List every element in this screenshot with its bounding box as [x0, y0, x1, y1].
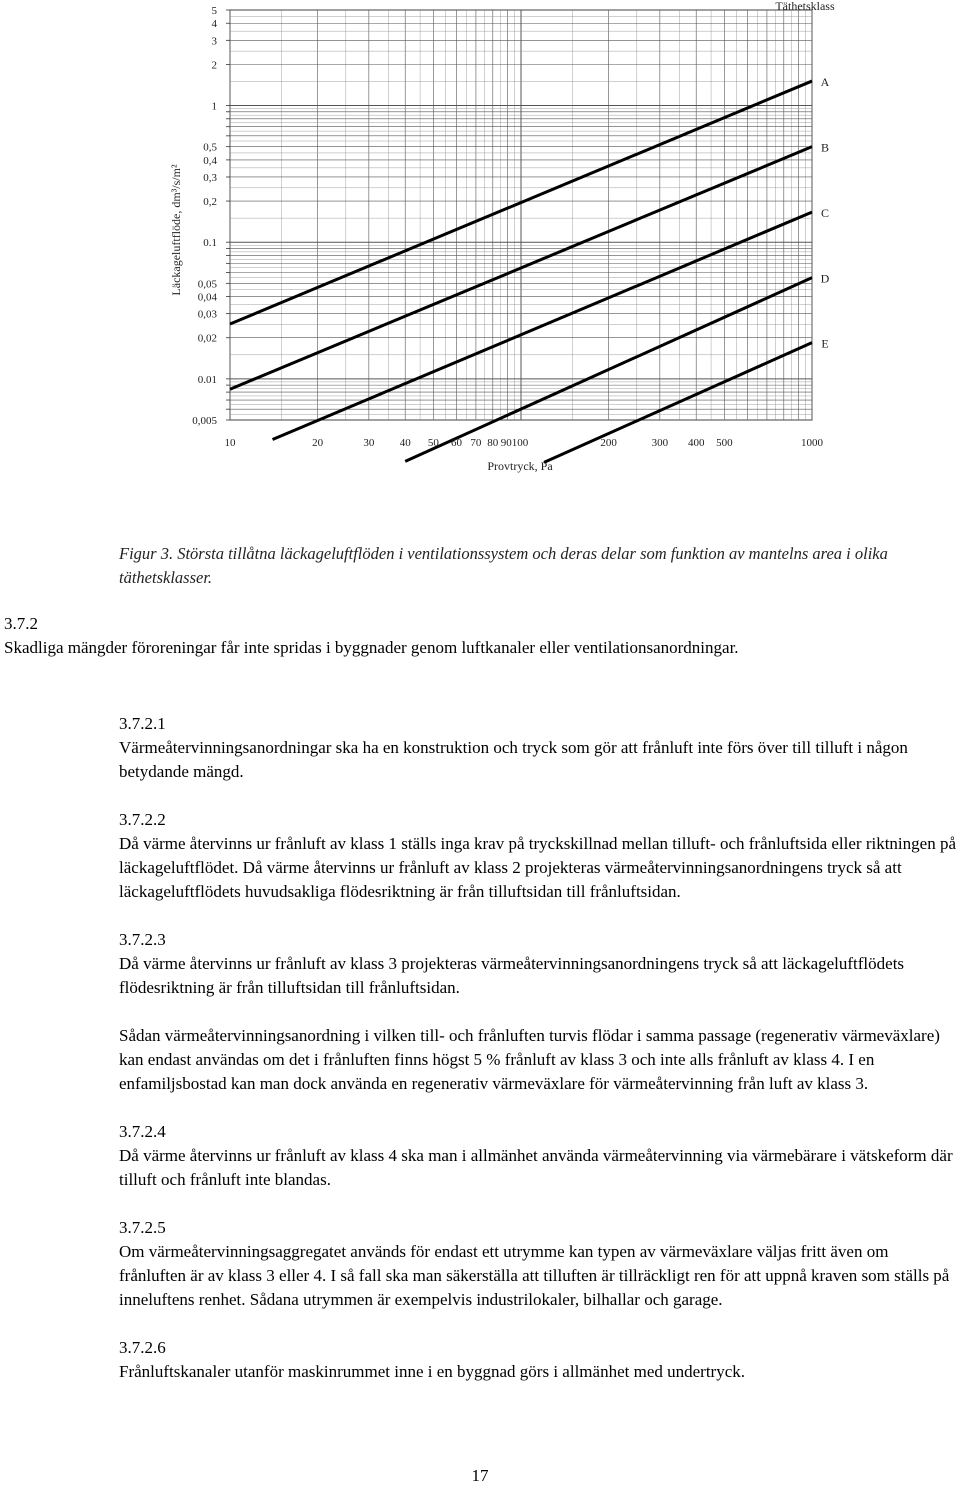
paragraph-number: 3.7.2.6	[119, 1338, 166, 1357]
y-tick-label: 0,4	[203, 154, 217, 167]
y-tick-label: 4	[211, 18, 217, 31]
leakage-chart	[0, 0, 960, 480]
section-3-7-2	[4, 612, 944, 660]
paragraph-number: 3.7.2.2	[119, 810, 166, 829]
y-tick-label: 0,04	[197, 291, 217, 304]
x-tick-label: 30	[363, 437, 375, 449]
x-tick-label: 50	[427, 437, 439, 449]
x-tick-labels	[225, 437, 824, 449]
legend-item-C: C	[820, 206, 830, 221]
x-tick-label: 500	[716, 437, 733, 449]
y-tick-label: 0.1	[203, 237, 217, 250]
paragraph	[119, 712, 957, 784]
y-tick-label: 2	[211, 59, 217, 72]
y-tick-label: 0,5	[203, 141, 217, 154]
y-tick-labels	[192, 5, 217, 427]
paragraph	[119, 928, 957, 1000]
y-tick-label: 0,05	[197, 278, 217, 291]
section-text: Skadliga mängder föroreningar får inte spridas i byggnader genom luftkanaler eller ventilationsanordningar.	[4, 638, 739, 657]
paragraph-text: Då värme återvinns ur frånluft av klass 3 projekteras värmeåtervinningsanordningens tryck så att läckageluftflödets flödesriktning är från tilluftsidan till frånluftsidan.	[119, 954, 905, 997]
x-tick-label: 200	[600, 437, 617, 449]
x-tick-label: 20	[312, 437, 324, 449]
paragraph-text: Sådan värmeåtervinningsanordning i vilken till- och frånluften turvis flödar i samma passage (regenerativ värmeväxlare) kan endast användas om det i frånluften finns högst 5 % frånluft av klass 3 och inte alls frånluft av klass 4. I en enfamiljsbostad kan man dock använda en regenerativ värmeväxlare för värmeåtervinning från luft av klass 3.	[119, 1026, 940, 1093]
section-number: 3.7.2	[4, 614, 38, 633]
legend-item-E: E	[821, 336, 829, 351]
paragraph-number: 3.7.2.4	[119, 1122, 166, 1141]
paragraph	[119, 1216, 957, 1312]
paragraph-text: Värmeåtervinningsanordningar ska ha en konstruktion och tryck som gör att frånluft inte förs över till tilluft i någon betydande mängd.	[119, 738, 908, 781]
y-tick-label: 3	[211, 35, 217, 48]
y-tick-label: 1	[211, 100, 217, 113]
paragraph	[119, 1120, 957, 1192]
series-line-C	[273, 212, 812, 439]
y-axis-label: Läckageluftflöde, dm³/s/m²	[169, 164, 183, 296]
chart-grid	[226, 10, 812, 420]
legend-title: Täthetsklass	[775, 0, 835, 13]
paragraph-number: 3.7.2.3	[119, 930, 166, 949]
figure-caption: Figur 3. Största tillåtna läckageluftflöden i ventilationssystem och deras delar som funktion av mantelns area i olika täthetsklasser.	[119, 544, 888, 587]
y-tick-label: 5	[211, 5, 217, 17]
chart-legend	[821, 75, 830, 351]
x-tick-label: 10	[224, 437, 236, 449]
legend-item-A: A	[820, 75, 830, 90]
x-axis-label: Provtryck, Pa	[487, 459, 553, 473]
x-tick-label: 90100	[500, 437, 529, 449]
paragraph-text: Då värme återvinns ur frånluft av klass 4 ska man i allmänhet använda värmeåtervinning via värmebärare i vätskeform där tilluft och frånluft inte blandas.	[119, 1146, 953, 1189]
y-tick-label: 0,03	[197, 308, 217, 321]
paragraph	[119, 1024, 957, 1096]
paragraph-text: Frånluftskanaler utanför maskinrummet inne i en byggnad görs i allmänhet med undertryck.	[119, 1362, 745, 1381]
y-tick-label: 0,02	[197, 332, 217, 345]
paragraph-number: 3.7.2.1	[119, 714, 166, 733]
paragraph-number: 3.7.2.5	[119, 1218, 166, 1237]
x-tick-label: 70	[470, 437, 482, 449]
y-tick-label: 0,005	[192, 415, 217, 427]
series-line-E	[544, 343, 812, 463]
x-tick-label: 80	[487, 437, 499, 449]
y-tick-label: 0.01	[197, 373, 217, 386]
x-tick-label: 40	[399, 437, 411, 449]
paragraph	[119, 808, 957, 904]
legend-item-D: D	[820, 271, 830, 286]
x-tick-label: 60	[450, 437, 462, 449]
section-paragraphs	[119, 712, 957, 1408]
y-tick-label: 0,2	[203, 196, 217, 209]
x-tick-label: 300	[651, 437, 669, 449]
x-tick-label: 400	[687, 437, 705, 449]
x-tick-label: 1000	[801, 437, 823, 449]
paragraph-text: Om värmeåtervinningsaggregatet används för endast ett utrymme kan typen av värmeväxlare väljas fritt även om frånluften är av klass 3 eller 4. I så fall ska man säkerställa att tilluften är tillräckligt ren för att uppnå kraven som ställs på inneluftens renhet. Sådana utrymmen är exempelvis industrilokaler, bilhallar och garage.	[119, 1242, 950, 1309]
y-tick-label: 0,3	[203, 171, 217, 184]
page-number: 17	[471, 1466, 489, 1485]
legend-item-B: B	[820, 140, 830, 155]
paragraph	[119, 1336, 957, 1384]
paragraph-text: Då värme återvinns ur frånluft av klass 1 ställs inga krav på tryckskillnad mellan tilluft- och frånluftsida eller riktningen på läckageluftflödet. Då värme återvinns ur frånluft av klass 2 projekteras värmeåtervinningsanordningens tryck så att läckageluftflödets huvudsakliga flödesriktning är från tilluftsidan till frånluftsidan.	[119, 834, 956, 901]
